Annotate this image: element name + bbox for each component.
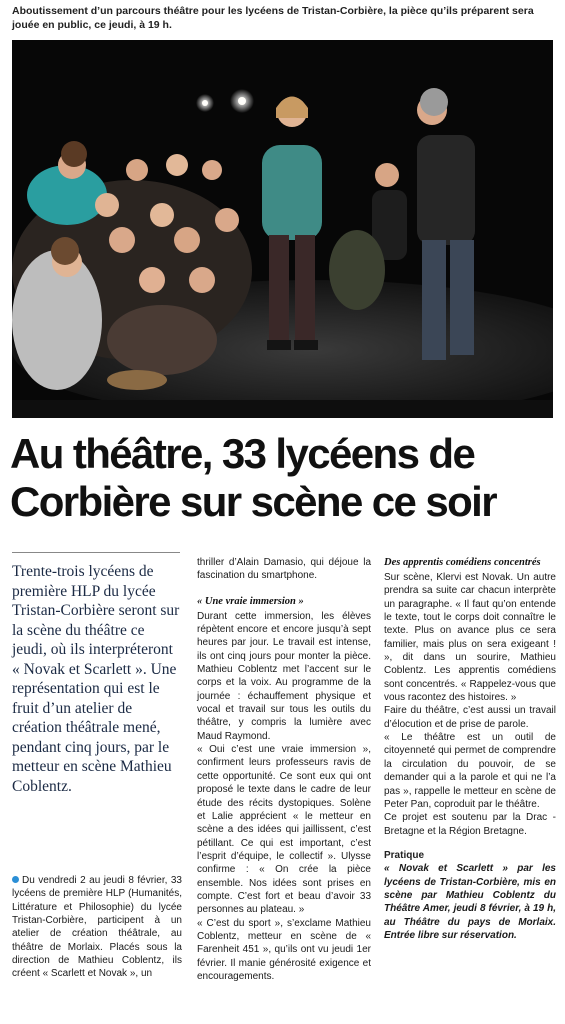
section-1-title: « Une vraie immersion » [197, 595, 304, 607]
intro-paragraph [12, 874, 182, 981]
headline: Au théâtre, 33 lycéens de Corbière sur scène ce soir [10, 430, 496, 525]
section-1-paragraph-2: « Oui c’est une vraie immersion », confirment leurs professeurs ravis de cette opportunité. Ce sont eux qui ont proposé le texte dans le cadre de leur étude des récits dystopiques. Solène et Lalie apprécient « le metteur en scène a des idées qui jaillissent, c’est pétillant. Ce qui est important, c’est l’esprit d’équipe, le collectif ». Ulysse confirme : « On crée la pièce ensemble. Nos idées sont prises en compte. C’est fort et beau d’avoir 33 personnes au plateau. » [197, 744, 371, 916]
column-2 [197, 556, 371, 983]
stage-photo-illustration [12, 40, 553, 418]
section-2-paragraph-4: Ce projet est soutenu par la Drac - Bretagne et la Région Bretagne. [384, 812, 556, 837]
photo-caption: Aboutissement d’un parcours théâtre pour les lycéens de Tristan-Corbière, la pièce qu’ils préparent sera jouée en public, ce jeudi, à 19 h. [12, 5, 534, 31]
intro-text: Du vendredi 2 au jeudi 8 février, 33 lycéens de première HLP (Humanités, Littérature et Philosophie) du lycée Tristan-Corbière, participent à un atelier de création théâtrale, au théâtre de Morlaix. Placés sous la direction de Mathieu Coblentz, ils créent « Scarlett et Novak », un [12, 875, 182, 980]
section-1-paragraph-1: Durant cette immersion, les élèves répètent encore et encore jusqu’à sept heures par jour. Le travail est intense, ils ont cinq jours pour monter la pièce. Mathieu Coblentz met l’accent sur le corps et la voix. Au programme de la journée : échauffement physique et vocal et travail sur tous les outils du théâtre, y compris la lumière avec Maud Raymond. [197, 610, 371, 742]
column-1 [12, 556, 182, 981]
section-2-title: Des apprentis comédiens concentrés [384, 557, 541, 568]
column-3 [384, 556, 556, 942]
divider [12, 552, 180, 553]
stage-photo [12, 40, 553, 418]
pratique-title: Pratique [384, 849, 425, 861]
col2-lead: thriller d’Alain Damasio, qui déjoue la fascination du smartphone. [197, 557, 371, 582]
blue-dot-icon [12, 876, 19, 883]
section-1-paragraph-3: « C’est du sport », s’exclame Mathieu Coblentz, metteur en scène de « Farenheit 451 », qu’ils ont vu jeudi 1er février. Il manie générosité exigence et encouragements. [197, 917, 371, 982]
standfirst: Trente-trois lycéens de première HLP du lycée Tristan-Corbière seront sur la scène du théâtre ce jeudi, où ils interpréteront « Novak et Scarlett ». Une représentation qui est le fruit d’un atelier de création théâtrale mené, pendant cinq jours, par le metteur en scène Mathieu Coblentz. [12, 563, 180, 795]
section-2-paragraph-3: « Le théâtre est un outil de citoyenneté qui permet de comprendre la circulation du pouvoir, de se demander qui a la parole et qui ne l’a pas », rappelle le metteur en scène de Peter Pan, coproduit par le théâtre. [384, 732, 556, 810]
pratique-text: « Novak et Scarlett » par les lycéens de Tristan-Corbière, mis en scène par Mathieu Coblentz du Théâtre Amer, jeudi 8 février, à 19 h, au Théâtre du pays de Morlaix. Entrée libre sur réservation. [384, 863, 556, 941]
section-2-paragraph-1: Sur scène, Klervi est Novak. Un autre prendra sa suite car chacun interprète un paragraphe. « Il faut qu’on entende le texte, tout le corps doit connaître le texte. Plus on avance plus ce sera familier, mais plus on sera exigeant ! », dit dans un sourire, Mathieu Coblentz. Les apprentis comédiens sont concentrés. « Rappelez-vous que vous racontez des histoires. » [384, 572, 556, 704]
section-2-paragraph-2: Faire du théâtre, c’est aussi un travail d’élocution et de prise de parole. [384, 705, 556, 730]
